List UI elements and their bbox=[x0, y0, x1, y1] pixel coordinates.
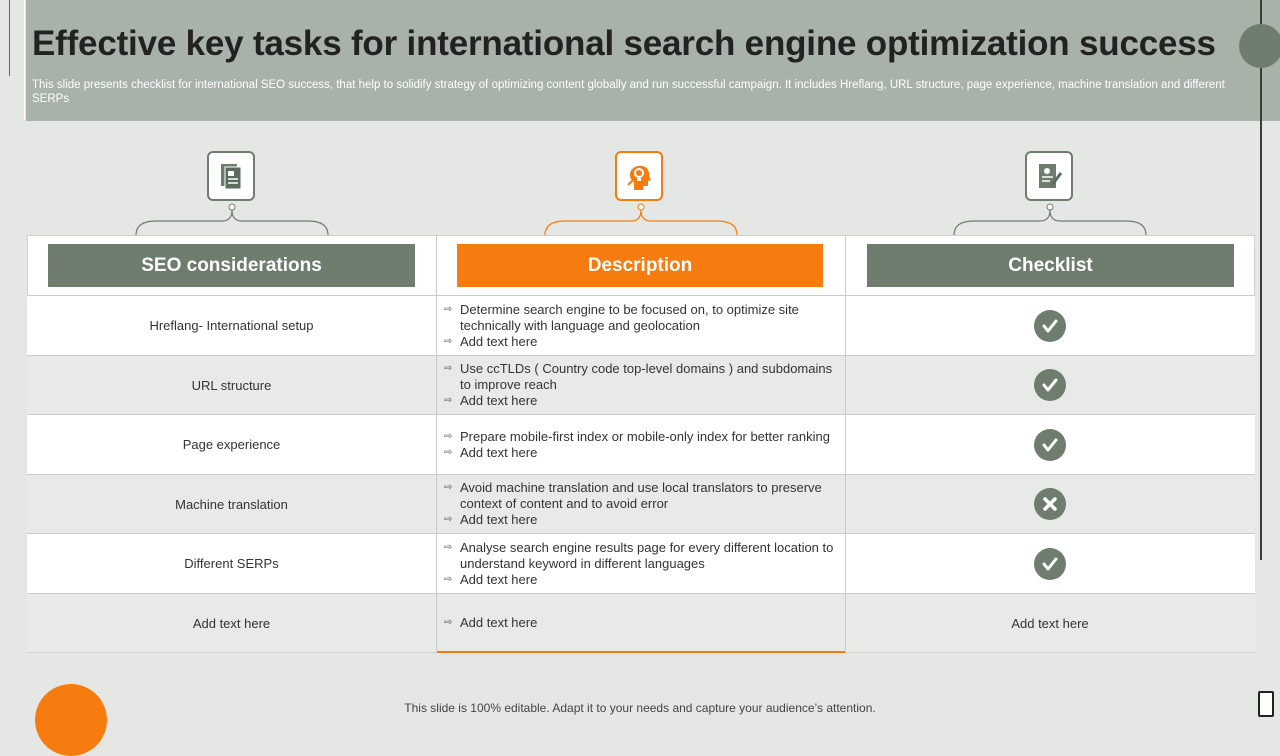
row-consideration: Hreflang- International setup bbox=[149, 318, 314, 333]
description-bullet bbox=[444, 393, 839, 409]
connector-brace-3 bbox=[948, 201, 1152, 237]
row-checklist bbox=[845, 296, 1255, 355]
description-bullet bbox=[444, 302, 839, 334]
table-row bbox=[27, 474, 1255, 533]
column-divider bbox=[845, 235, 846, 653]
bullet-text: Add text here bbox=[460, 615, 538, 630]
bullet-text: Add text here bbox=[460, 393, 538, 408]
arrow-bullet-icon: ⇨ bbox=[444, 430, 453, 442]
column-header-checklist: Checklist bbox=[867, 244, 1234, 287]
table-row bbox=[27, 414, 1255, 474]
bullet-text: Avoid machine translation and use local translators to preserve context of content and to avoid error bbox=[460, 480, 822, 511]
table-row bbox=[27, 355, 1255, 414]
left-rule-inner bbox=[24, 0, 25, 120]
certificate-icon bbox=[1025, 151, 1073, 201]
row-consideration: URL structure bbox=[191, 377, 272, 393]
arrow-bullet-icon: ⇨ bbox=[444, 514, 453, 525]
arrow-bullet-icon: ⇨ bbox=[444, 335, 453, 347]
column-header-description: Description bbox=[457, 244, 823, 287]
footer-note: This slide is 100% editable. Adapt it to your needs and capture your audience’s attention. bbox=[404, 701, 876, 715]
column-divider bbox=[436, 235, 437, 653]
description-bullet bbox=[444, 334, 839, 350]
description-bullet bbox=[444, 361, 839, 393]
arrow-bullet-icon: ⇨ bbox=[444, 482, 453, 493]
bullet-text: Prepare mobile-first index or mobile-only index for better ranking bbox=[460, 428, 830, 444]
row-consideration: Machine translation bbox=[175, 496, 288, 512]
row-checklist bbox=[845, 475, 1255, 533]
row-description bbox=[444, 534, 839, 593]
description-bullet bbox=[444, 445, 839, 461]
checkmark-icon bbox=[1034, 548, 1066, 580]
description-bullet bbox=[444, 480, 839, 512]
arrow-bullet-icon: ⇨ bbox=[444, 573, 453, 585]
description-bullet bbox=[444, 572, 839, 588]
left-rule bbox=[9, 0, 10, 76]
row-description bbox=[444, 594, 839, 652]
table-row bbox=[27, 593, 1255, 652]
bullet-text: Add text here bbox=[460, 512, 538, 527]
checkmark-icon bbox=[1034, 310, 1066, 342]
document-stack-icon bbox=[207, 151, 255, 201]
row-consideration: Page experience bbox=[182, 437, 281, 452]
description-bullet bbox=[444, 615, 839, 631]
row-consideration: Add text here bbox=[192, 615, 271, 631]
arrow-bullet-icon: ⇨ bbox=[444, 395, 453, 406]
cross-icon bbox=[1034, 488, 1066, 520]
arrow-bullet-icon: ⇨ bbox=[444, 303, 453, 315]
row-consideration: Different SERPs bbox=[184, 556, 279, 571]
row-description bbox=[444, 356, 839, 414]
column-header-seo-considerations: SEO considerations bbox=[48, 244, 415, 287]
row-checklist bbox=[845, 356, 1255, 414]
row-checklist bbox=[845, 534, 1255, 593]
arrow-bullet-icon: ⇨ bbox=[444, 617, 453, 628]
arrow-bullet-icon: ⇨ bbox=[444, 363, 453, 374]
arrow-bullet-icon: ⇨ bbox=[444, 446, 453, 458]
right-rule bbox=[1260, 0, 1262, 560]
description-bullet bbox=[444, 512, 839, 528]
bullet-text: Use ccTLDs ( Country code top-level domains ) and subdomains to improve reach bbox=[460, 361, 833, 392]
description-bullet bbox=[444, 429, 839, 445]
row-description bbox=[444, 415, 839, 474]
decorative-circle-top bbox=[1239, 24, 1280, 68]
row-description bbox=[444, 296, 839, 355]
checkmark-icon bbox=[1034, 429, 1066, 461]
slide-title: Effective key tasks for international search engine optimization success bbox=[32, 24, 1216, 63]
description-bullet bbox=[444, 540, 839, 572]
decorative-circle-bottom bbox=[35, 684, 107, 756]
idea-head-icon bbox=[615, 151, 663, 201]
arrow-bullet-icon: ⇨ bbox=[444, 541, 453, 553]
description-underline bbox=[437, 651, 845, 653]
bullet-text: Add text here bbox=[460, 571, 538, 587]
table-row bbox=[27, 295, 1255, 355]
checkmark-icon bbox=[1034, 369, 1066, 401]
bullet-text: Analyse search engine results page for every different location to understand keyword in different languages bbox=[460, 539, 834, 571]
connector-brace-2 bbox=[539, 201, 743, 237]
connector-brace-1 bbox=[130, 201, 334, 237]
table-row bbox=[27, 533, 1255, 593]
row-checklist bbox=[845, 415, 1255, 474]
bullet-text: Add text here bbox=[460, 444, 538, 460]
bullet-text: Determine search engine to be focused on, to optimize site technically with language and geolocation bbox=[460, 301, 799, 333]
row-description bbox=[444, 475, 839, 533]
bullet-text: Add text here bbox=[460, 333, 538, 349]
slide-subtitle: This slide presents checklist for international SEO success, that help to solidify strategy of optimizing content globally and run successful campaign. It includes Hreflang, URL structure, page experience, machine translation and different SERPs bbox=[32, 79, 1225, 105]
row-checklist: Add text here bbox=[1011, 615, 1089, 631]
